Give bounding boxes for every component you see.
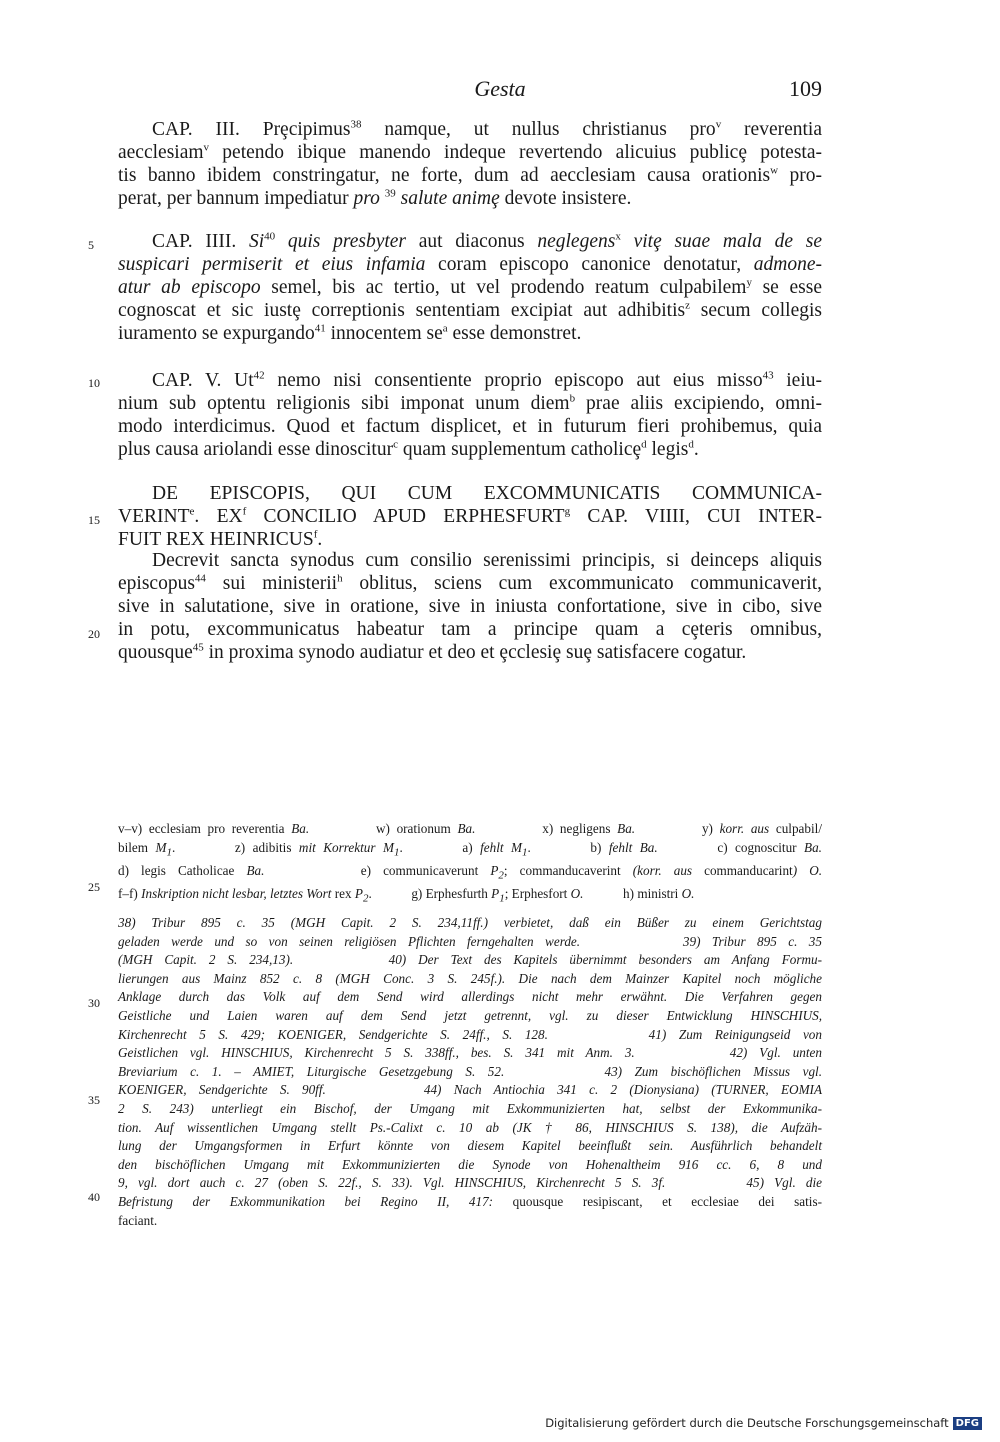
- line-number: 35: [88, 1093, 100, 1107]
- line-number: 20: [88, 627, 100, 641]
- text-line: f–f) Inskription nicht lesbar, letztes Wort rex $P_2$. g) Erphesfurth $P_1$; Erphesfort O. h) ministri O.: [118, 886, 695, 905]
- text-line: in potu, excommunicatus habeatur tam a principe quam a cȩteris omnibus,: [118, 619, 822, 640]
- text-line: cognoscat et sic iustȩ correptionis sententiam excipiat aut adhibitis$^z$ secum collegis: [118, 299, 823, 321]
- text-line: CAP. V. Ut$^{42}$ nemo nisi consentiente proprio episcopo aut eius misso$^{43}$ ieiu-: [152, 369, 823, 391]
- line-number: 15: [88, 513, 100, 527]
- dfg-logo-badge: DFG: [953, 1417, 982, 1430]
- decree-heading: [118, 482, 822, 551]
- text-line: faciant.: [118, 1212, 158, 1228]
- text-line: Befristung der Exkommunikation bei Regino II, 417: quousque resipiscant, et ecclesiae dei satis-: [118, 1193, 822, 1209]
- running-title: Gesta: [474, 76, 526, 101]
- text-line: 2 S. 243) unterliegt ein Bischof, der Umgang mit Exkommunizierten hat, selbst der Exkommunika-: [118, 1100, 822, 1116]
- text-line: nium sub optentu religionis sibi imponat unum diem$^b$ prae aliis excipiendo, omni-: [118, 392, 822, 414]
- text-line: CAP. III. Prȩcipimus$^{38}$ namque, ut nullus christianus pro$^v$ reverentia: [152, 118, 822, 140]
- text-line: Kirchenrecht 5 S. 429; KOENIGER, Sendgerichte S. 24ff., S. 128. 41) Zum Reinigungseid von: [118, 1026, 822, 1042]
- text-line: KOENIGER, Sendgerichte S. 90ff. 44) Nach Antiochia 341 c. 2 (Dionysiana) (TURNER, EOMIA: [118, 1082, 822, 1098]
- text-line: v–v) ecclesiam pro reverentia Ba. w) orationum Ba. x) negligens Ba. y) korr. aus culpabil/: [118, 821, 822, 836]
- line-number: 5: [88, 238, 94, 252]
- text-line: tion. Auf wissentlichen Umgang stellt Ps.-Calixt c. 10 ab (JK † 86, HINSCHIUS S. 138), die Aufzäh-: [118, 1119, 822, 1135]
- text-line: aecclesiam$^v$ petendo ibique manendo indeque revertendo alicuius publicȩ potesta-: [118, 141, 822, 163]
- text-line: episcopus$^{44}$ sui ministerii$^h$ oblitus, sciens cum excommunicato communicaverit,: [118, 572, 822, 594]
- text-line: VERINT$^e$. $EX^f$ CONCILIO APUD ERPHESFURT$^g$ CAP. VIIII, CUI INTER-: [118, 505, 822, 527]
- text-line: DE EPISCOPIS, QUI CUM EXCOMMUNICATIS COMMUNICA-: [152, 483, 822, 504]
- text-line: iuramento se expurgando$^{41}$ innocentem $se^a$ esse demonstret.: [118, 322, 582, 344]
- cap-4-paragraph: [118, 230, 822, 345]
- text-line: 9, vgl. dort auch c. 27 (oben S. 22f., S. 33). Vgl. HINSCHIUS, Kirchenrecht 5 S. 3f. 45) Vgl. die: [118, 1175, 822, 1191]
- text-line: FUIT REX HEINRICUS$^f$.: [118, 528, 323, 550]
- text-line: Geistlichen vgl. HINSCHIUS, Kirchenrecht 5 S. 338ff., bes. S. 341 mit Anm. 3. 42) Vgl. unten: [118, 1045, 822, 1061]
- text-line: tis banno ibidem constringatur, ne forte, dum ad aecclesiam causa orationis$^w$ pro-: [118, 164, 822, 186]
- decree-paragraph: [118, 549, 822, 664]
- line-number: 25: [88, 880, 100, 894]
- text-line: Breviarium c. 1. – AMIET, Liturgische Gesetzgebung S. 52. 43) Zum bischöflichen Missus vgl.: [118, 1063, 822, 1079]
- text-line: Decrevit sancta synodus cum consilio serenissimi principis, si deinceps aliquis: [152, 550, 822, 571]
- dfg-footer-text: Digitalisierung gefördert durch die Deutsche Forschungsgemeinschaft: [545, 1416, 949, 1430]
- cap-3-paragraph: [118, 118, 822, 210]
- text-line: Anklage durch das Volk auf dem Send wird allerdings nicht mehr erwähnt. Die Verfahren gegen: [118, 989, 822, 1005]
- text-line: bilem $M_1$. z) adibitis mit Korrektur $M_1$. a) fehlt $M_1$. b) fehlt Ba. c) cognoscitur Ba.: [118, 839, 822, 859]
- line-number: 30: [88, 996, 100, 1010]
- line-number: 10: [88, 376, 100, 390]
- text-line: quousque$^{45}$ in proxima synodo audiatur et deo et ȩcclesiȩ suȩ satisfacere cogatur.: [118, 641, 747, 663]
- page-number: 109: [789, 76, 822, 101]
- text-line: 38) Tribur 895 c. 35 (MGH Capit. 2 S. 234,11ff.) verbietet, daß ein Büßer zu einem Gerichtstag: [118, 915, 822, 930]
- cap-5-paragraph: [118, 369, 822, 461]
- text-line: perat, per bannum impediatur pro $^{39}$ salute animȩ devote insistere.: [118, 187, 632, 209]
- text-line: suspicari permiserit et eius infamia coram episcopo canonice denotatur, admone-: [118, 254, 822, 275]
- text-line: (MGH Capit. 2 S. 234,13). 40) Der Text des Kapitels übernimmt besonders am Anfang Formu-: [118, 952, 822, 968]
- text-line: CAP. IIII. Si$^{40}$ quis presbyter aut diaconus neglegens$^x$ vitȩ suae mala de se: [152, 230, 823, 252]
- text-line: atur ab episcopo semel, bis ac tertio, ut vel prodendo reatum culpabilem$^y$ se esse: [118, 276, 822, 298]
- line-number: 40: [88, 1190, 100, 1204]
- text-line: modo interdicimus. Quod et factum displicet, et in futurum fieri prohibemus, quia: [118, 416, 822, 437]
- commentary-notes: [118, 914, 822, 1230]
- text-line: plus causa ariolandi esse dinoscitur$^c$ quam supplementum catholicȩ$^d$ legis$^d$.: [118, 438, 699, 460]
- text-line: sive in salutatione, sive in oratione, sive in iniusta confortatione, sive in cibo, sive: [118, 596, 822, 617]
- text-line: lierungen aus Mainz 852 c. 8 (MGH Conc. 3 S. 245f.). Die nach dem Mainzer Kapitel noch mögliche: [118, 970, 822, 986]
- dfg-footer: [545, 1416, 982, 1430]
- text-line: d) legis Catholicae Ba. e) communicaverunt $P_2$; commanducaverint (korr. aus commanducarint) O.: [118, 862, 823, 882]
- text-line: geladen werde und so von seinen religiösen Pflichten ferngehalten werde. 39) Tribur 895 c. 35: [118, 933, 822, 949]
- text-line: den bischöflichen Umgang mit Exkommunizierten die Synode von Hohenaltheim 916 cc. 6, 8 und: [118, 1156, 822, 1172]
- critical-apparatus: [118, 820, 822, 908]
- text-line: lung der Umgangsformen in Erfurt könnte von diesem Kapitel beeinflußt sein. Ausführlich behandelt: [118, 1138, 822, 1154]
- text-line: Geistliche und Laien waren auf dem Send jetzt getrennt, vgl. zu dieser Entwicklung HINSCHIUS,: [118, 1007, 822, 1023]
